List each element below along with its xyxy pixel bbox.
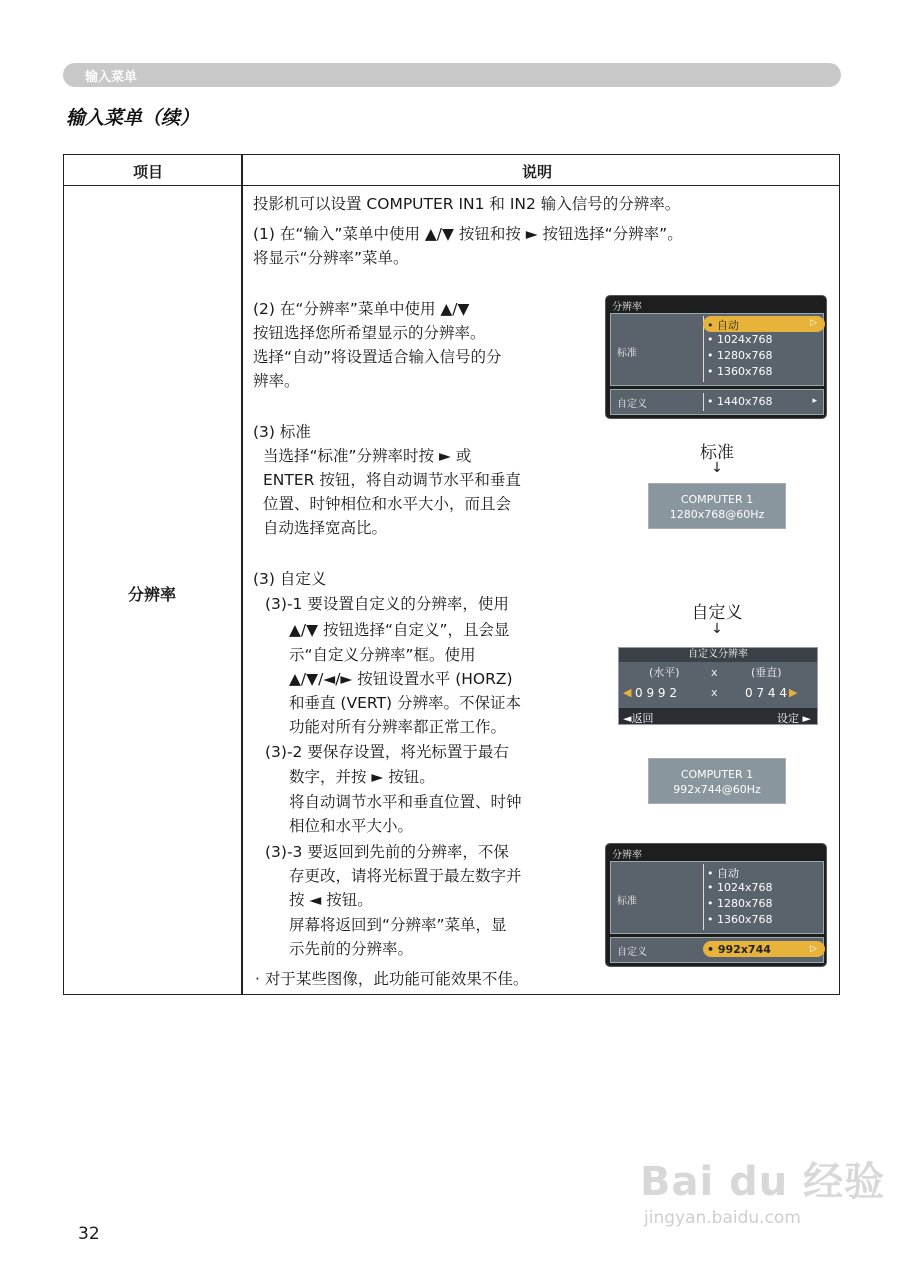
desc-line: (3) 标准 bbox=[253, 423, 311, 441]
desc-line: (3)-1 要设置自定义的分辨率，使用 bbox=[265, 595, 509, 613]
desc-line: 相位和水平大小。 bbox=[289, 817, 414, 835]
horz-value-input[interactable]: 0 9 9 2 bbox=[635, 686, 677, 700]
desc-line: 投影机可以设置 COMPUTER IN1 和 IN2 输入信号的分辨率。 bbox=[253, 195, 681, 213]
desc-line: 辨率。 bbox=[253, 372, 300, 390]
desc-line: 存更改，请将光标置于最左数字并 bbox=[289, 867, 522, 885]
resolution-menu-osd bbox=[606, 844, 826, 966]
info-box-standard bbox=[648, 483, 786, 529]
standard-caption: 标准 bbox=[700, 443, 734, 463]
section-bar bbox=[63, 63, 841, 87]
arrow-down-icon: ↓ bbox=[711, 460, 723, 476]
header-item: 项目 bbox=[133, 163, 164, 181]
desc-line: (2) 在“分辨率”菜单中使用 ▲/▼ bbox=[253, 300, 470, 318]
table-header-row bbox=[63, 154, 840, 186]
osd-title: 分辨率 bbox=[612, 302, 642, 313]
osd-label-standard: 标准 bbox=[617, 896, 637, 907]
desc-line: ENTER 按钮，将自动调节水平和垂直 bbox=[263, 471, 521, 489]
osd-option[interactable]: • 1280x768 bbox=[707, 897, 773, 910]
desc-line: 和垂直 (VERT) 分辨率。不保证本 bbox=[289, 694, 521, 712]
desc-line: 数字，并按 ► 按钮。 bbox=[289, 768, 435, 786]
desc-line: ▲/▼ 按钮选择“自定义”，且会显 bbox=[289, 621, 510, 639]
info-box-custom bbox=[648, 758, 786, 804]
header-description: 说明 bbox=[522, 163, 553, 181]
desc-line: ▲/▼/◄/► 按钮设置水平 (HORZ) bbox=[289, 670, 513, 688]
item-resolution: 分辨率 bbox=[127, 585, 176, 604]
desc-line: 将自动调节水平和垂直位置、时钟 bbox=[289, 793, 522, 811]
desc-line: 屏幕将返回到“分辨率”菜单，显 bbox=[289, 916, 507, 934]
osd-option[interactable]: • 1024x768 bbox=[707, 881, 773, 894]
page-number: 32 bbox=[78, 1224, 100, 1244]
column-divider bbox=[241, 154, 243, 995]
page-heading: 输入菜单（续） bbox=[66, 107, 200, 129]
vert-value-input[interactable]: 0 7 4 4 bbox=[745, 686, 787, 700]
arrow-left-icon[interactable]: ◀ bbox=[623, 686, 632, 699]
back-button[interactable]: ◄返回 bbox=[623, 712, 654, 725]
desc-line: (3)-3 要返回到先前的分辨率，不保 bbox=[265, 843, 509, 861]
custom-resolution-dialog bbox=[618, 647, 818, 725]
osd-label-custom: 自定义 bbox=[617, 947, 647, 958]
times-sign: x bbox=[711, 666, 718, 679]
osd-custom-option[interactable]: • 992x744 bbox=[707, 943, 771, 956]
desc-note: · 对于某些图像，此功能可能效果不佳。 bbox=[255, 970, 529, 988]
osd-custom-panel bbox=[610, 389, 824, 415]
info-line: COMPUTER 1 bbox=[680, 493, 754, 506]
watermark-url: jingyan.baidu.com bbox=[644, 1208, 801, 1228]
osd-options-panel bbox=[610, 313, 824, 386]
dialog-footer bbox=[619, 708, 817, 724]
osd-option[interactable]: • 1360x768 bbox=[707, 365, 773, 378]
horz-label: (水平) bbox=[649, 666, 680, 679]
times-sign: x bbox=[711, 686, 718, 699]
chevron-right-icon: ▸ bbox=[812, 396, 817, 406]
watermark bbox=[640, 1150, 886, 1228]
desc-line: (3)-2 要保存设置，将光标置于最右 bbox=[265, 743, 509, 761]
osd-label-custom: 自定义 bbox=[617, 399, 647, 410]
desc-line: 示先前的分辨率。 bbox=[289, 940, 414, 958]
arrow-down-icon: ↓ bbox=[711, 621, 723, 637]
arrow-right-icon[interactable]: ▶ bbox=[789, 686, 798, 699]
info-line: COMPUTER 1 bbox=[680, 768, 754, 781]
osd-option[interactable]: • 自动 bbox=[707, 319, 739, 332]
desc-line: 当选择“标准”分辨率时按 ► 或 bbox=[263, 447, 472, 465]
dialog-title: 自定义分辨率 bbox=[619, 648, 817, 662]
osd-title: 分辨率 bbox=[612, 850, 642, 861]
osd-custom-option[interactable]: • 1440x768 bbox=[707, 395, 773, 408]
chevron-right-icon: ▷ bbox=[810, 944, 817, 954]
chevron-right-icon: ▷ bbox=[810, 318, 817, 328]
desc-line: 按 ◄ 按钮。 bbox=[289, 891, 373, 909]
info-line: 992x744@60Hz bbox=[673, 783, 761, 796]
custom-caption: 自定义 bbox=[691, 603, 743, 623]
osd-options-panel bbox=[610, 861, 824, 934]
osd-divider bbox=[703, 864, 704, 930]
set-button[interactable]: 设定 ► bbox=[777, 712, 811, 725]
osd-option[interactable]: • 1024x768 bbox=[707, 333, 773, 346]
osd-divider bbox=[703, 393, 704, 411]
desc-line: (1) 在“输入”菜单中使用 ▲/▼ 按钮和按 ► 按钮选择“分辨率”。 bbox=[253, 225, 683, 243]
desc-line: 示“自定义分辨率”框。使用 bbox=[289, 646, 476, 664]
desc-line: 将显示“分辨率”菜单。 bbox=[253, 249, 409, 267]
desc-line: 功能对所有分辨率都正常工作。 bbox=[289, 718, 507, 736]
vert-label: (垂直) bbox=[751, 666, 782, 679]
osd-option[interactable]: • 1280x768 bbox=[707, 349, 773, 362]
info-line: 1280x768@60Hz bbox=[669, 508, 765, 521]
section-bar-label: 输入菜单 bbox=[85, 70, 138, 85]
osd-label-standard: 标准 bbox=[617, 348, 637, 359]
desc-line: (3) 自定义 bbox=[253, 570, 327, 588]
resolution-menu-osd bbox=[606, 296, 826, 418]
osd-option[interactable]: • 1360x768 bbox=[707, 913, 773, 926]
desc-line: 位置、时钟相位和水平大小，而且会 bbox=[263, 495, 512, 513]
desc-line: 按钮选择您所希望显示的分辨率。 bbox=[253, 324, 486, 342]
desc-line: 自动选择宽高比。 bbox=[263, 519, 388, 537]
watermark-brand: Bai du 经验 bbox=[640, 1159, 886, 1205]
desc-line: 选择“自动”将设置适合输入信号的分 bbox=[253, 348, 502, 366]
osd-custom-panel bbox=[610, 937, 824, 963]
osd-option[interactable]: • 自动 bbox=[707, 867, 739, 880]
